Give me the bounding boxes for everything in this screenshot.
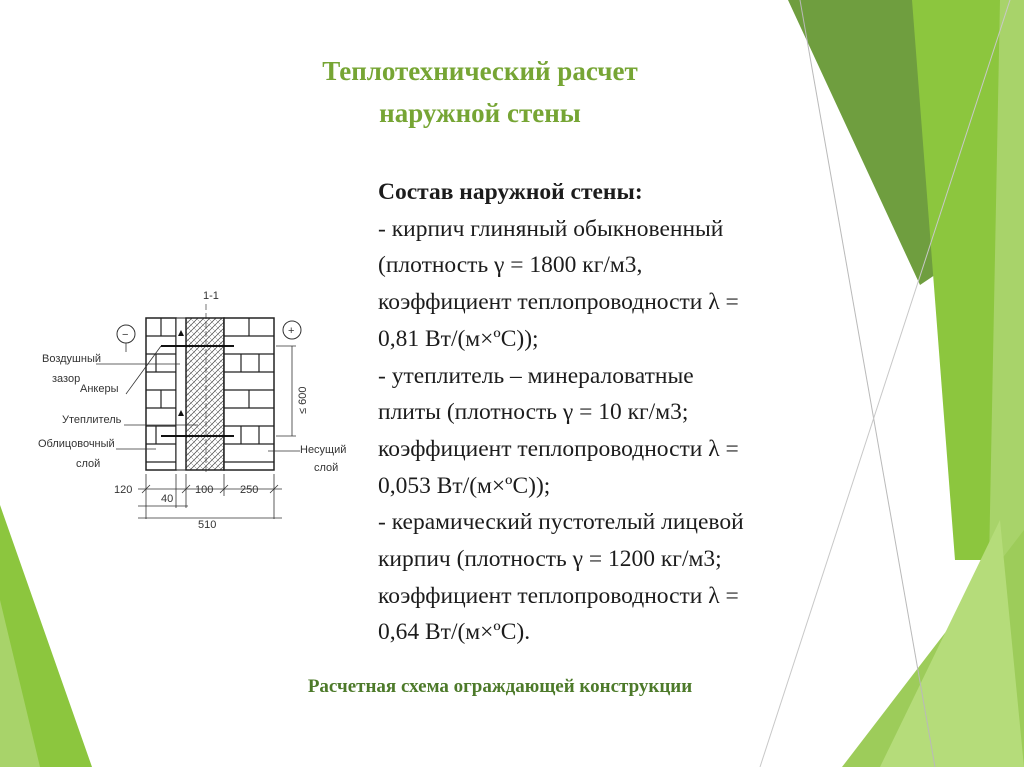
section-label: 1-1 [203,290,219,302]
composition-line: плиты (плотность γ = 10 кг/м3; [378,399,689,426]
label-anchors: Анкеры [80,383,119,395]
label-insulation: Утеплитель [62,414,122,426]
composition-line: - утеплитель – минераловатные [378,362,694,389]
composition-line: кирпич (плотность γ = 1200 кг/м3; [378,546,722,573]
slide-title [200,50,760,134]
dim-120: 120 [114,484,133,496]
air-gap [176,318,186,470]
wall-composition [378,174,868,651]
label-facing-1: Облицовочный [38,438,115,450]
diagram-caption: Расчетная схема ограждающей конструкции [307,676,693,697]
label-air-gap-1: Воздушный [42,353,102,365]
composition-heading: Состав наружной стены: [378,179,643,205]
composition-line: коэффициент теплопроводности λ = [378,435,739,462]
composition-line: - кирпич глиняный обыкновенный [378,215,724,242]
title-line-1: Теплотехнический расчет [322,56,638,86]
composition-line: - керамический пустотелый лицевой [378,509,744,536]
label-bearing-2: слой [314,462,339,474]
composition-line: (плотность γ = 1800 кг/м3, [378,252,643,279]
dim-250: 250 [240,484,259,496]
label-facing-2: слой [76,458,101,470]
label-air-gap-2: зазор [52,373,81,385]
right-lime-shape [880,520,1024,767]
dim-100: 100 [195,484,214,496]
composition-line: 0,053 Вт/(м×ºС)); [378,472,551,499]
minus-sign: − [122,329,129,341]
composition-line: 0,64 Вт/(м×ºС). [378,619,531,646]
composition-line: 0,81 Вт/(м×ºС)); [378,325,539,352]
plus-sign: + [288,325,295,337]
wall-section-diagram [38,286,358,531]
insulation-layer [186,318,224,470]
title-line-2: наружной стены [379,98,581,128]
dim-40: 40 [161,493,174,505]
dim-600: ≤ 600 [297,386,309,414]
label-bearing-1: Несущий [300,444,347,456]
composition-line: коэффициент теплопроводности λ = [378,289,739,316]
composition-line: коэффициент теплопроводности λ = [378,582,739,609]
dim-510: 510 [198,519,217,531]
